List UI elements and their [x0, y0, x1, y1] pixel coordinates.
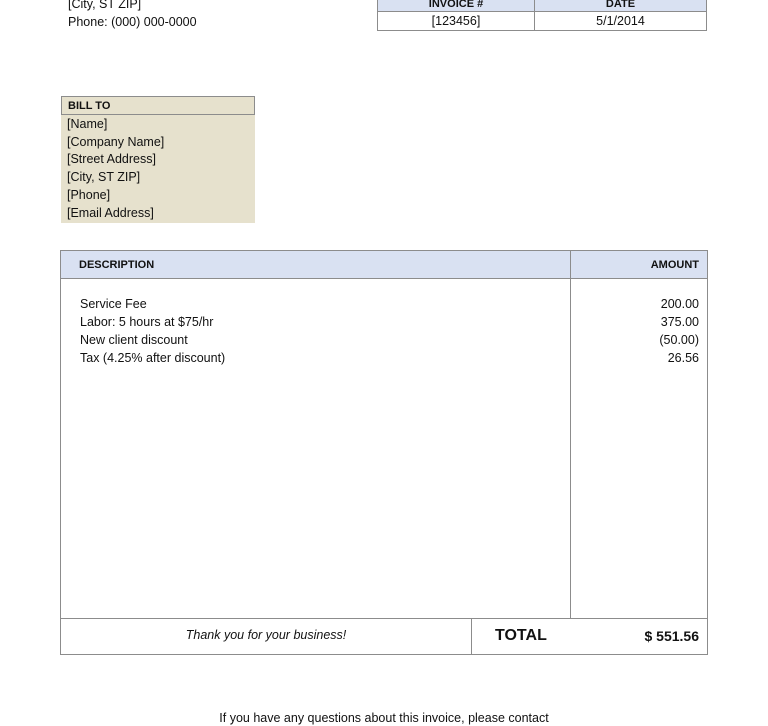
- bill-to-name: [Name]: [67, 117, 108, 131]
- bill-to-phone: [Phone]: [67, 188, 111, 202]
- line-item-amount: 200.00: [660, 297, 699, 311]
- line-item-amount: 26.56: [667, 351, 699, 365]
- line-items-table: [60, 250, 708, 655]
- sender-city-line: [City, ST ZIP]: [68, 0, 142, 11]
- line-items-header: [61, 251, 707, 279]
- line-item-description: Labor: 5 hours at $75/hr: [80, 315, 214, 329]
- bill-to-heading: BILL TO: [68, 100, 111, 112]
- invoice-number-label: INVOICE #: [428, 0, 484, 10]
- line-item-description: New client discount: [80, 333, 188, 347]
- bill-to-street: [Street Address]: [67, 152, 156, 166]
- amount-header: AMOUNT: [650, 259, 699, 271]
- invoice-number-value: [123456]: [431, 14, 481, 28]
- line-item-amount: (50.00): [659, 333, 699, 347]
- total-label: TOTAL: [495, 627, 547, 644]
- line-item-description: Service Fee: [80, 297, 147, 311]
- line-item-amount: 375.00: [660, 315, 699, 329]
- line-item-description: Tax (4.25% after discount): [80, 351, 226, 365]
- line-items-column-divider: [570, 251, 571, 619]
- bill-to-block: [61, 96, 255, 223]
- bill-to-company: [Company Name]: [67, 135, 165, 149]
- thank-you-note: Thank you for your business!: [185, 628, 347, 642]
- totals-row: [61, 618, 707, 654]
- bill-to-city: [City, ST ZIP]: [67, 170, 141, 184]
- totals-divider: [471, 619, 472, 654]
- bill-to-header: [61, 96, 255, 115]
- bill-to-email: [Email Address]: [67, 206, 154, 220]
- date-label: DATE: [605, 0, 636, 10]
- sender-phone-line: Phone: (000) 000-0000: [68, 15, 197, 29]
- invoice-meta-table: [377, 0, 707, 31]
- date-value: 5/1/2014: [596, 14, 645, 28]
- contact-note: If you have any questions about this invoice, please contact: [219, 711, 549, 725]
- description-header: DESCRIPTION: [79, 259, 155, 271]
- total-value: $ 551.56: [644, 628, 699, 644]
